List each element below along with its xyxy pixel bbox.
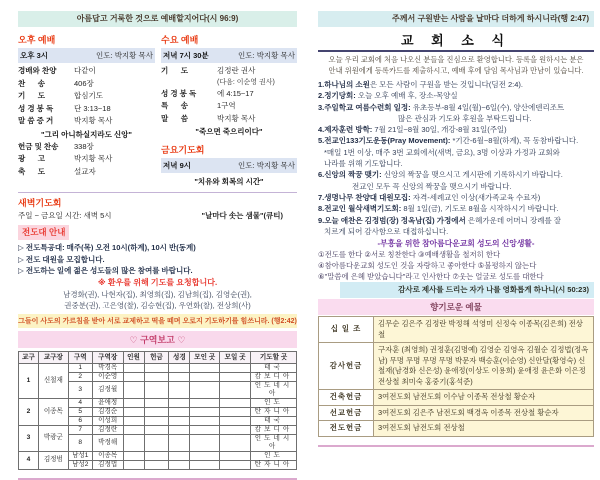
offering-type: 십 일 조	[319, 317, 374, 343]
offering-names: 3여전도회 김은주 남전도회 백경옥 이종목 전상철 황순자	[374, 405, 594, 421]
friday-leader: 인도: 박지황 목사	[238, 161, 295, 170]
offering-names: 3여전도회 남전도회 전상철	[374, 421, 594, 437]
news-item: 9.오늘 애찬은 김정범(장) 정옥남(집) 가정에서 은혜가운데 어머니 장례를 잘	[318, 215, 562, 225]
dawn-note: "날마다 솟는 샘물"(큐티)	[201, 211, 283, 220]
patient-names-line: 남경화(권), 나현자(집), 최영희(집), 김남희(집), 김영순(권),	[63, 289, 252, 299]
news-item-continued: *매일 1번 이상, 매주 3번 교회에서(새벽, 금요), 3명 이상과 가정과 교회와	[324, 147, 560, 157]
thanksgiving-verse-banner: 감사로 제사를 드리는 자가 나를 영화롭게 하나니(시 50:23)	[340, 282, 594, 298]
welcome-intro	[318, 55, 594, 76]
worship-row: 성 경 봉 독 단 3:13~18	[18, 103, 111, 113]
welcome-line: 오늘 우리 교회에 처음 나오신 분들을 진심으로 환영합니다. 등록을 원하시는 분은	[328, 55, 584, 64]
worship-row: 찬 송 406장	[18, 78, 94, 88]
offering-type: 건축헌금	[319, 390, 374, 406]
offering-names: 3여전도회 남전도회 이수남 이종목 전상철 황순자	[374, 390, 594, 406]
wednesday-worship-section	[161, 31, 297, 188]
worship-row: 특 송 1구역	[161, 101, 236, 110]
table-row: 2 이순영 캄보디아	[19, 372, 297, 381]
worship-row: 말 씀 박지황 목사	[161, 113, 256, 123]
news-item: 5.전교인133기도운동(Pray Movement): *기간-6월~8월(하계), 꼭 동참바랍니다.	[318, 136, 579, 146]
offering-names: 김무순 김은주 김정란 박정해 석영미 신정숙 이종목(김은희) 전상철	[374, 317, 594, 343]
news-item: 6.신앙의 짝꿍 맺기: 신앙의 짝꿍을 맺으시고 게시판에 기록하시기 바랍니다.	[318, 170, 563, 180]
table-row: 4 김정범 남성1 이종목 인도	[19, 451, 297, 460]
friday-prayer-title: 금요기도회	[161, 145, 205, 155]
dawn-schedule: 주일 ~ 금요일 시간: 새벽 5시	[18, 211, 112, 220]
table-row: 3 박광군 7 김정란 캄보디아	[19, 425, 297, 434]
dawn-prayer-row	[18, 210, 297, 222]
offering-row	[319, 343, 594, 390]
news-item-continued: 전교인 모두 꼭 신앙의 짝꿍을 맺으시기 바랍니다.	[352, 181, 512, 191]
table-row: 3 김정월 인도네시아	[19, 381, 297, 398]
afternoon-worship-title: 오후 예배	[18, 35, 56, 45]
welcome-line: 안내 위원에게 등록카드를 제출하시고, 예배 후에 담임 목사님과 만남이 있습니다.	[328, 65, 584, 75]
evangelism-section	[18, 222, 297, 311]
wednesday-worship-title: 수요 예배	[161, 35, 199, 45]
news-list	[318, 79, 594, 237]
worship-columns	[18, 31, 297, 188]
table-row: 1 신철재 1 박경옥 태국	[19, 363, 297, 372]
offering-row	[319, 390, 594, 406]
worship-row: 성 경 봉 독 에 4:15~17	[161, 88, 254, 98]
news-item: 4.제자훈련 방학: 7월 21일~8월 30일, 개강-8월 31일(주일)	[318, 125, 507, 135]
afternoon-time: 오후 3시	[20, 51, 48, 60]
friday-time: 저녁 9시	[163, 161, 191, 170]
worship-row: 기 도 합심기도	[18, 91, 103, 100]
news-item: 3.주일학교 여름수련회 일정: 유초등부-8월 4일(월)~6일(수), 양산에덴리조트	[318, 102, 565, 112]
revival-line: ⑥"말씀에 은혜 받았습니다"라고 인사한다 ⑦웃는 얼굴로 성도를 대한다	[318, 272, 544, 282]
left-verse-banner: 아름답고 거룩한 것으로 예배할지어다(시 96:9)	[18, 11, 297, 27]
dawn-prayer-section	[18, 196, 297, 222]
evangelism-item: ▷ 전도 대원을 모집합니다.	[18, 254, 105, 264]
offering-names: 구자훈 (최영희) 권정훈(김명예) 김영순 김영옥 김월순 김정법(정옥남) 무명 무명 무명 무명 박문자 백승훈(이순영) 신안달(황영숙) 신철재(남경화 신은성) 윤애정(이상도 이용희) 윤애정 윤은화 이은정 전상철 최미숙 홍중기(홍석준)	[374, 343, 594, 390]
revival-title: -부흥을 위한 참아름다운교회 성도의 신앙생활-	[377, 239, 535, 249]
evangelism-item: ▷ 전도특공대: 매주(목) 오전 10시(하계), 10시 반(동계)	[18, 243, 196, 252]
district-report-title: ♡ 구역보고 ♡	[18, 331, 297, 348]
wednesday-prayer-next: (다음: 이순영 권사)	[217, 78, 275, 86]
wednesday-sermon-title: "죽으면 죽으리이다"	[195, 127, 263, 136]
news-item-continued: 많은 관심과 기도와 후원을 부탁드립니다.	[398, 113, 532, 123]
table-row: 6 이성희 태국	[19, 416, 297, 425]
friday-time-row	[161, 158, 297, 173]
revival-section	[318, 238, 594, 282]
offering-type: 전도헌금	[319, 421, 374, 437]
church-news-title: 교 회 소 식	[400, 33, 512, 48]
table-row: 8 박정해 인도네시아	[19, 434, 297, 451]
right-bottom-rule	[318, 445, 594, 447]
news-item: 7.생명나무 찬양대 대원모집: 자격-세례교인 이상(새가족교육 수료자)	[318, 192, 541, 202]
afternoon-worship-section	[18, 31, 155, 178]
right-verse-banner: 주께서 구원받는 사람을 날마다 더하게 하시니라(행 2:47)	[318, 11, 594, 27]
news-item: 8.전교인 월삭새벽기도회: 8월 1일(금), 기도로 8월을 시작하시기 바랍니다.	[318, 204, 559, 214]
worship-row: 광 고 박지황 목사	[18, 154, 113, 163]
worship-row: 축 도 설교자	[18, 166, 96, 176]
offering-title-banner: 향기로운 예물	[318, 299, 594, 315]
news-item: 2.정기당회: 오늘 오후 예배 후, 장소-목양실	[318, 91, 458, 101]
offering-row	[319, 317, 594, 343]
worship-row: 경배와 찬양 다같이	[18, 66, 96, 75]
left-bottom-rule	[18, 478, 297, 480]
revival-line: ①전도를 한다 ②서로 칭찬한다 ③예배생활을 철저히 한다	[318, 250, 501, 260]
afternoon-time-row	[18, 48, 155, 63]
afternoon-sermon-title: "그리 아니하실지라도 신앙"	[41, 129, 132, 139]
table-row: 5 김경순 탄자니아	[19, 407, 297, 416]
wednesday-time: 저녁 7시 30분	[163, 51, 209, 60]
offering-type: 감사헌금	[319, 343, 374, 390]
patient-names-line: 권중분(권), 고은영(찰), 김승현(집), 우연화(찰), 전상희(사)	[64, 300, 251, 310]
evangelism-item: ▷ 전도하는 일에 젊은 성도들의 많은 참여를 바랍니다.	[18, 266, 193, 275]
right-page	[318, 11, 594, 447]
news-item: 1.하나님의 소원은 모든 사람이 구원을 받는 것입니다(딤전 2:4).	[318, 80, 523, 89]
patient-prayer-request: ※ 환우를 위해 기도를 요청합니다.	[97, 277, 218, 287]
wednesday-leader: 인도: 박지황 목사	[238, 51, 295, 60]
offering-table	[318, 316, 594, 437]
table-header-row: 교구 교구장 구역 구역장 인원 헌금 성경 모인 곳 모일 곳 기도할 곳	[19, 351, 297, 363]
section-divider	[18, 192, 297, 193]
wednesday-time-row	[161, 48, 297, 63]
dawn-prayer-title: 새벽기도회	[18, 198, 62, 208]
worship-row: 헌금 및 찬송 338장	[18, 141, 94, 151]
left-page	[18, 11, 297, 480]
table-row: 남성2 김정법 탄자니아	[19, 460, 297, 469]
table-row: 2 이종목 4 윤애정 인도	[19, 398, 297, 407]
afternoon-leader: 인도: 박지황 목사	[96, 51, 153, 60]
offering-type: 선교헌금	[319, 405, 374, 421]
worship-row: 기 도 김정란 권사	[161, 66, 256, 75]
title-rule	[318, 50, 594, 52]
acts-verse-banner: 그들이 사도의 가르침을 받아 서로 교제하고 떡을 떼며 오로지 기도하기를 힘쓰니라. (행2:42)	[18, 314, 297, 328]
revival-line: ④참아름다운교회 성도인 것을 자랑하고 좋아한다 ⑤불평하지 않는다	[318, 261, 537, 271]
friday-sermon-title: "치유와 회복의 시간"	[194, 177, 264, 186]
news-item-continued: 치르게 되어 감사함으로 대접하십니다.	[324, 226, 449, 236]
offering-row	[319, 421, 594, 437]
district-report-table	[18, 351, 297, 470]
worship-row: 말 씀 증 거 박지황 목사	[18, 116, 113, 125]
offering-row	[319, 405, 594, 421]
news-item-continued: 나라를 위해 기도합니다.	[324, 159, 403, 169]
evangelism-title-badge: 전도대 안내	[18, 225, 69, 240]
